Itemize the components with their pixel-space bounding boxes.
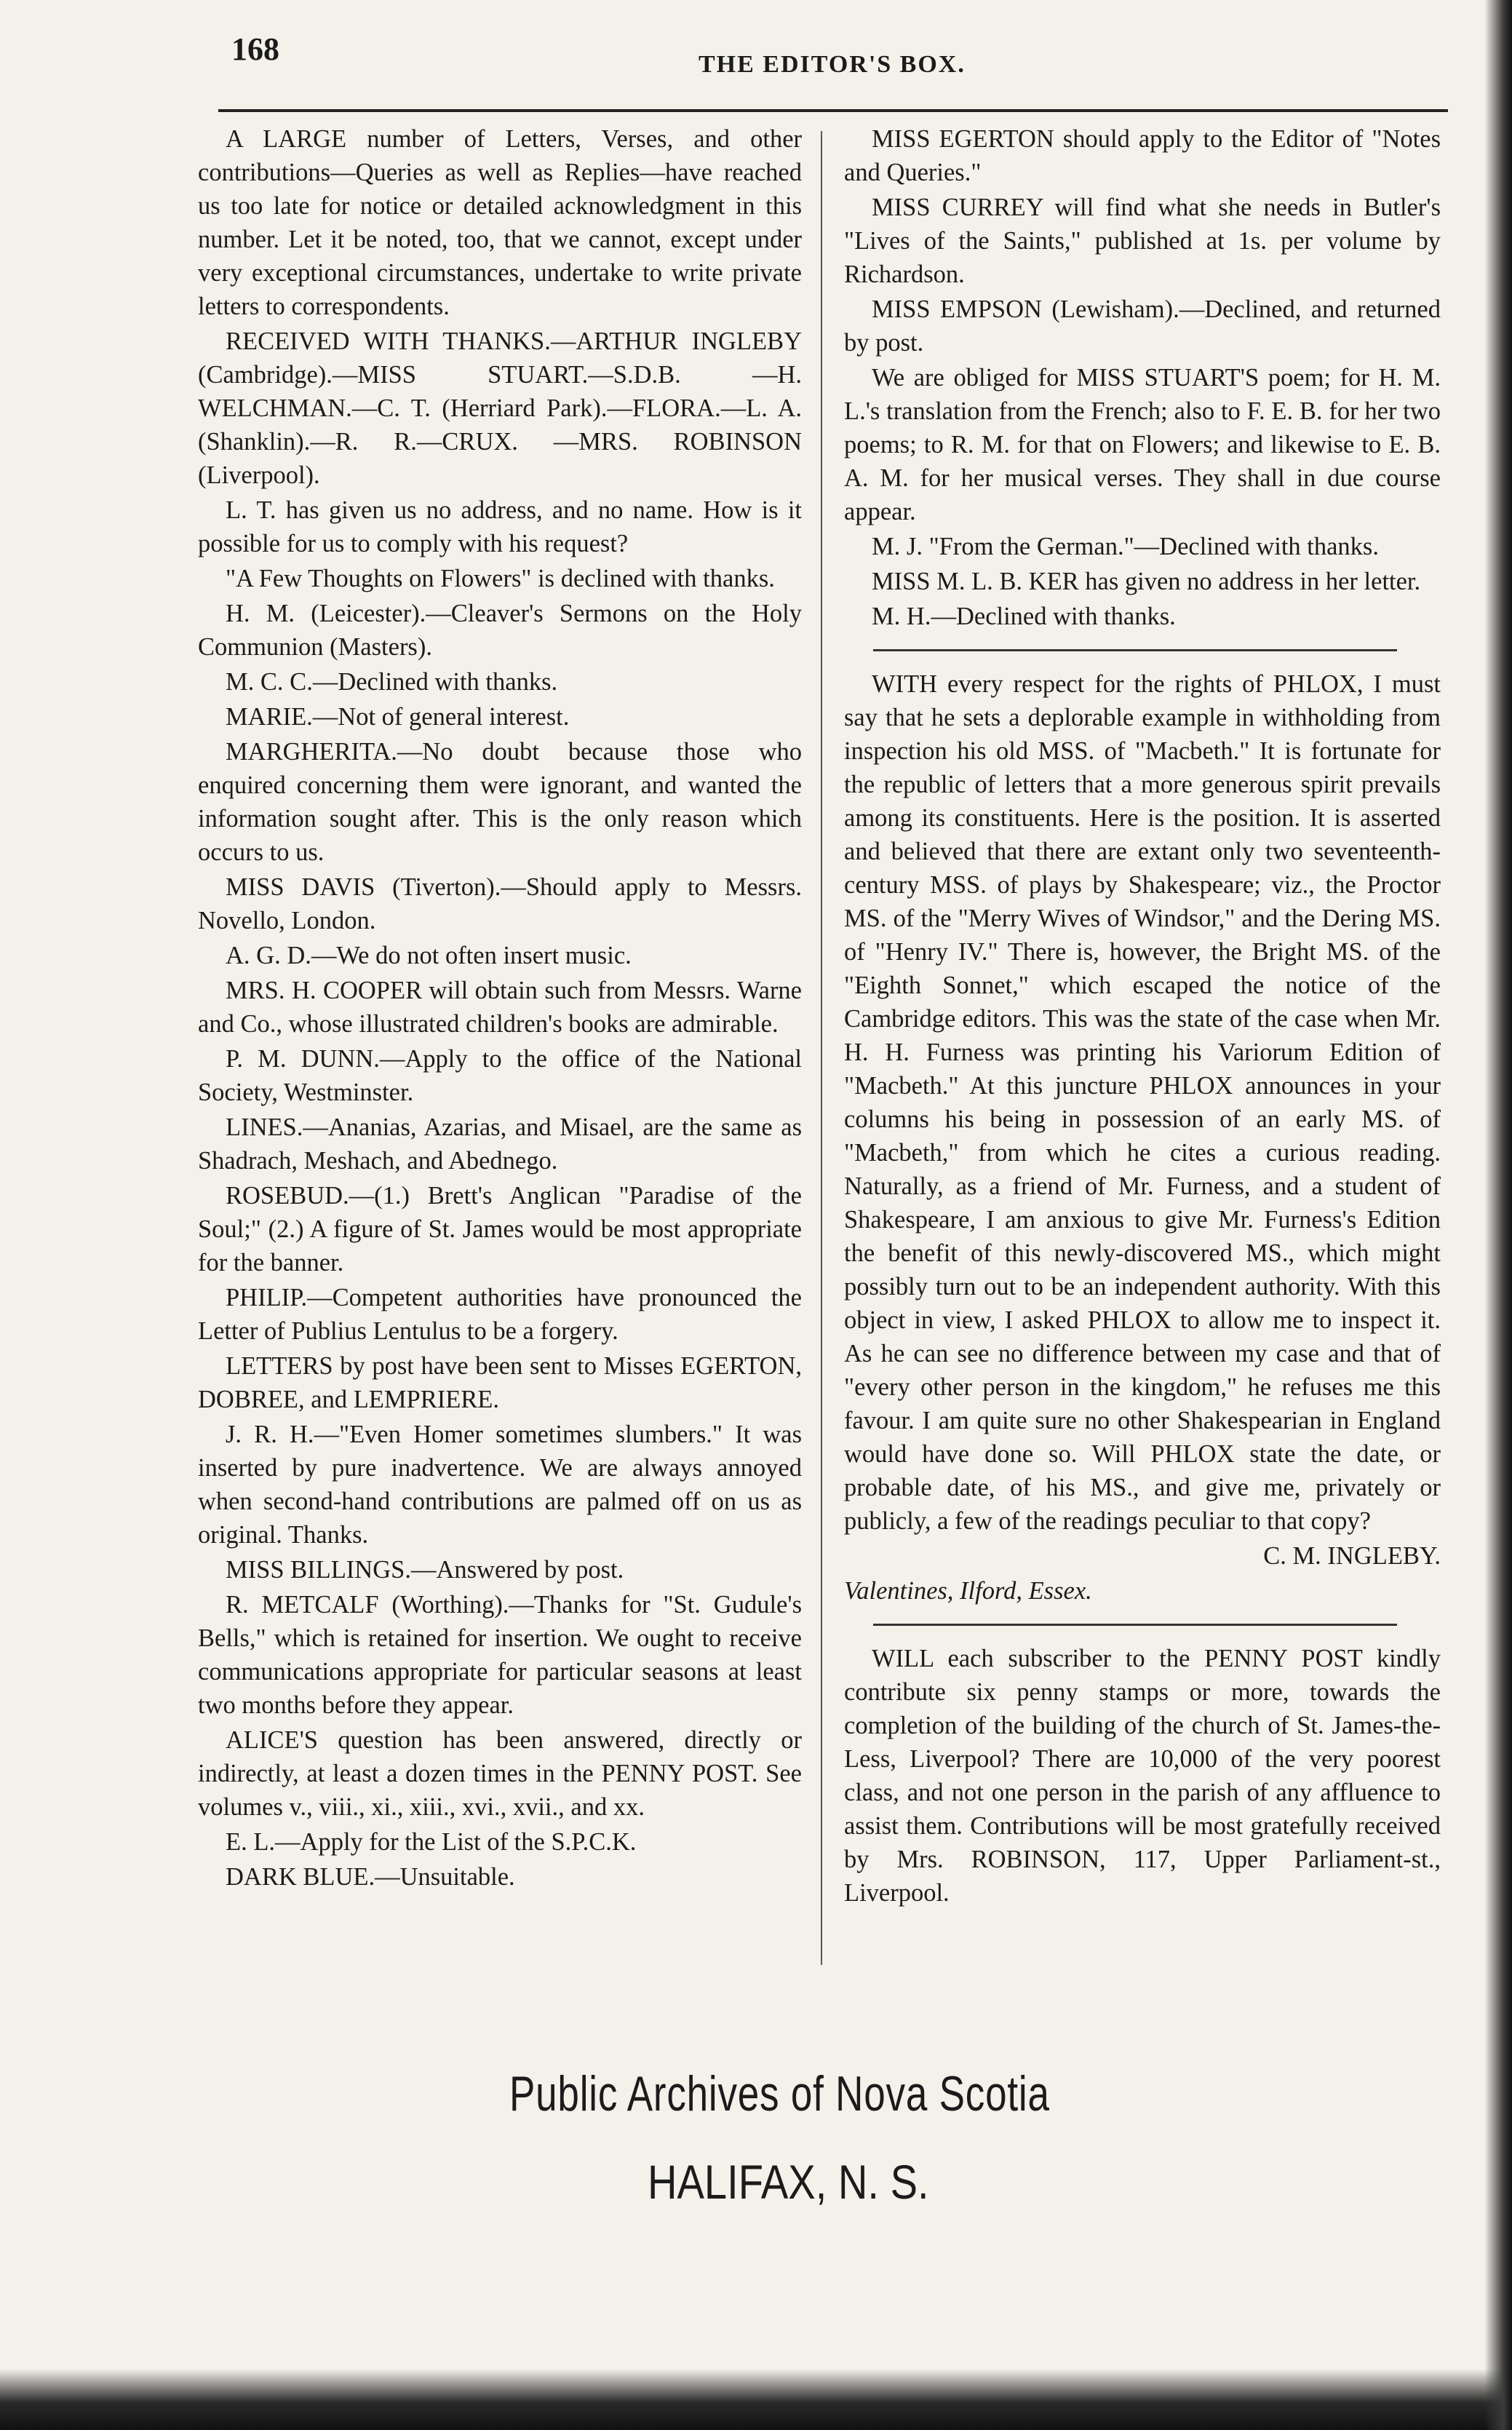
notice-paragraph: MRS. H. COOPER will obtain such from Messrs. Warne and Co., whose illustrated children's books are admirable.	[198, 977, 802, 1038]
archive-stamp-line2: HALIFAX, N. S.	[648, 2155, 929, 2209]
left-column	[198, 122, 802, 1895]
notice-paragraph: "A Few Thoughts on Flowers" is declined with thanks.	[226, 565, 775, 592]
notice-paragraph: J. R. H.—"Even Homer sometimes slumbers." It was inserted by pure inadvertence. We are always annoyed when second-hand contributions are palmed off on us as original. Thanks.	[198, 1421, 802, 1549]
appeal-paragraph: WILL each subscriber to the PENNY POST kindly contribute six penny stamps or more, towards the completion of the building of the church of St. James-the-Less, Liverpool? There are 10,000 of the very poorest class, and not one person in the parish of any affluence to assist them. Contributions will be most gratefully received by Mrs. ROBINSON, 117, Upper Parliament-st., Liverpool.	[844, 1645, 1441, 1907]
notice-paragraph: P. M. DUNN.—Apply to the office of the National Society, Westminster.	[198, 1045, 802, 1106]
notice-paragraph: RECEIVED WITH THANKS.—ARTHUR INGLEBY (Cambridge).—MISS STUART.—S.D.B. —H. WELCHMAN.—C. T. (Herriard Park).—FLORA.—L. A. (Shanklin).—R. R.—CRUX. —MRS. ROBINSON (Liverpool).	[198, 327, 802, 489]
right-column	[844, 122, 1441, 1911]
notice-paragraph: MISS DAVIS (Tiverton).—Should apply to Messrs. Novello, London.	[198, 873, 802, 934]
notice-paragraph: A. G. D.—We do not often insert music.	[226, 942, 632, 969]
notice-paragraph: M. H.—Declined with thanks.	[872, 603, 1176, 630]
notice-paragraph: LINES.—Ananias, Azarias, and Misael, are the same as Shadrach, Meshach, and Abednego.	[198, 1113, 802, 1175]
archive-stamp-line1: Public Archives of Nova Scotia	[509, 2066, 1050, 2121]
notice-paragraph: R. METCALF (Worthing).—Thanks for "St. Gudule's Bells," which is retained for insertion. We ought to receive communications appropriate for particular seasons at least two months before they appear.	[198, 1591, 802, 1719]
scan-bottom-edge	[0, 2369, 1512, 2430]
notice-paragraph: A LARGE number of Letters, Verses, and other contributions—Queries as well as Replies—have reached us too late for notice or detailed acknowledgment in this number. Let it be noted, too, that we cannot, except under very exceptional circumstances, undertake to write private letters to correspondents.	[198, 125, 802, 320]
notice-paragraph: L. T. has given us no address, and no name. How is it possible for us to comply with his request?	[198, 496, 802, 557]
notice-paragraph: MARIE.—Not of general interest.	[226, 703, 570, 731]
notice-paragraph: E. L.—Apply for the List of the S.P.C.K.	[226, 1828, 637, 1856]
header-rule	[218, 109, 1448, 112]
scan-right-edge	[1484, 0, 1512, 2430]
notice-paragraph: We are obliged for MISS STUART'S poem; for H. M. L.'s translation from the French; also to F. E. B. for her two poems; to R. M. for that on Flowers; and likewise to E. B. A. M. for her musical verses. They shall in due course appear.	[844, 364, 1441, 525]
letter-body: WITH every respect for the rights of PHLOX, I must say that he sets a deplorable example in withholding from inspection his old MSS. of "Macbeth." It is fortunate for the republic of letters that a more generous spirit prevails among its constituents. Here is the position. It is asserted and believed that there are extant only two seventeenth-century MSS. of plays by Shakespeare; viz., the Proctor MS. of the "Merry Wives of Windsor," and the Dering MS. of "Henry IV." There is, however, the Bright MS. of the "Eighth Sonnet," which escaped the notice of the Cambridge editors. This was the state of the case when Mr. H. H. Furness was printing his Variorum Edition of "Macbeth." At this juncture PHLOX announces in your columns his being in possession of an early MS. of "Macbeth," from which he cites a curious reading. Naturally, as a friend of Mr. Furness, and a student of Shakespeare, I am anxious to give Mr. Furness's Edition the benefit of this newly-discovered MS., which might possibly turn out to be an independent authority. With this object in view, I asked PHLOX to allow me to inspect it. As he can see no difference between my case and that of "every other person in the kingdom," he refuses me this favour. I am quite sure no other Shakespearian in England would have done so. Will PHLOX state the date, or probable date, of his MS., and give me, privately or publicly, a few of the readings peculiar to that copy?	[844, 670, 1441, 1535]
notice-paragraph: M. J. "From the German."—Declined with thanks.	[872, 533, 1379, 560]
letter-signature: C. M. INGLEBY.	[1263, 1542, 1441, 1570]
notice-paragraph: MISS EMPSON (Lewisham).—Declined, and returned by post.	[844, 295, 1441, 357]
notice-paragraph: M. C. C.—Declined with thanks.	[226, 668, 558, 696]
column-divider	[821, 131, 822, 1965]
page-number: 168	[231, 31, 279, 67]
notice-paragraph: H. M. (Leicester).—Cleaver's Sermons on the Holy Communion (Masters).	[198, 600, 802, 661]
notice-paragraph: DARK BLUE.—Unsuitable.	[226, 1863, 515, 1891]
letter-address: Valentines, Ilford, Essex.	[844, 1577, 1092, 1605]
notice-paragraph: MISS BILLINGS.—Answered by post.	[226, 1556, 624, 1584]
notice-paragraph: MARGHERITA.—No doubt because those who enquired concerning them were ignorant, and wanted the information sought after. This is the only reason which occurs to us.	[198, 738, 802, 866]
running-title: THE EDITOR'S BOX.	[699, 51, 966, 78]
notice-paragraph: LETTERS by post have been sent to Misses EGERTON, DOBREE, and LEMPRIERE.	[198, 1352, 802, 1413]
notice-paragraph: MISS EGERTON should apply to the Editor of "Notes and Queries."	[844, 125, 1441, 186]
notice-paragraph: MISS CURREY will find what she needs in Butler's "Lives of the Saints," published at 1s. per volume by Richardson.	[844, 194, 1441, 288]
notice-paragraph: ALICE'S question has been answered, directly or indirectly, at least a dozen times in the PENNY POST. See volumes v., viii., xi., xiii., xvi., xvii., and xx.	[198, 1726, 802, 1821]
notice-paragraph: PHILIP.—Competent authorities have pronounced the Letter of Publius Lentulus to be a forgery.	[198, 1284, 802, 1345]
section-rule	[873, 649, 1397, 651]
section-rule	[873, 1624, 1397, 1626]
notice-paragraph: ROSEBUD.—(1.) Brett's Anglican "Paradise of the Soul;" (2.) A figure of St. James would be most appropriate for the banner.	[198, 1182, 802, 1276]
notice-paragraph: MISS M. L. B. KER has given no address in her letter.	[872, 568, 1421, 595]
